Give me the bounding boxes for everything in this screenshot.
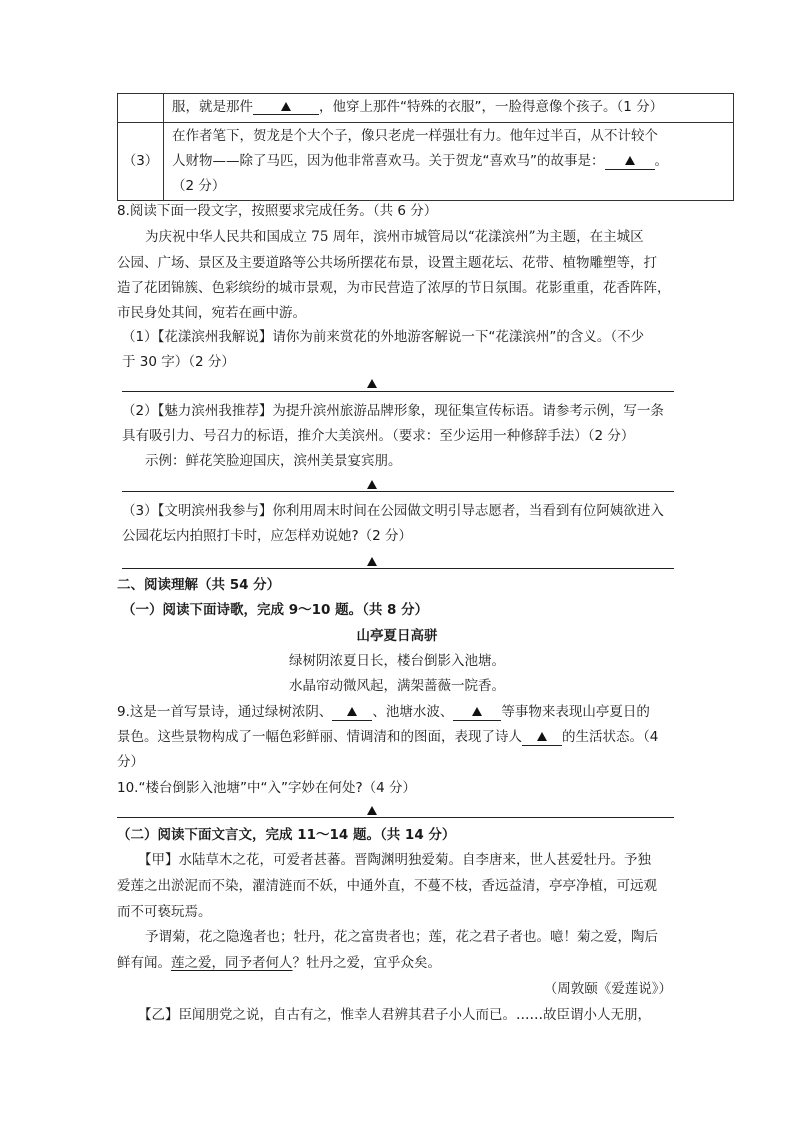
answer-line[interactable] — [122, 568, 674, 569]
q8-sub3-line1: （3）【文明滨州我参与】你利用周末时间在公园做文明引导志愿者，当看到有位阿姨欲进入 — [122, 503, 664, 519]
table-cell-empty — [118, 94, 164, 123]
yi-line: 【乙】臣闻朋党之说，自古有之，惟幸人君辨其君子小人而已。……故臣谓小人无朋， — [138, 1007, 651, 1023]
jia-line: 而不可亵玩焉。 — [117, 904, 212, 920]
answer-marker-icon — [347, 707, 357, 716]
q8-heading: 8.阅读下面一段文字，按照要求完成任务。（共 6 分） — [117, 203, 438, 219]
row2-num: （3） — [122, 152, 159, 169]
part2-heading: （二）阅读下面文言文，完成 11～14 题。（共 14 分） — [117, 827, 456, 843]
poem-line: 水晶帘动微风起，满架蔷薇一院香。 — [289, 678, 505, 694]
poem-line: 绿树阴浓夏日长，楼台倒影入池塘。 — [289, 653, 505, 669]
q8-passage-line: 造了花团锦簇、色彩缤纷的城市景观，为市民营造了浓厚的节日氛围。花影重重，花香阵阵， — [117, 280, 671, 296]
section-heading: 二、阅读理解（共 54 分） — [117, 577, 281, 593]
answer-line[interactable] — [122, 391, 674, 392]
answer-line[interactable] — [117, 817, 674, 818]
answer-blank[interactable] — [453, 706, 501, 721]
row1-text-a: 服，就是那件 — [172, 98, 253, 115]
part1-heading: （一）阅读下面诗歌，完成 9～10 题。（共 8 分） — [122, 602, 429, 618]
row1-text-b: ，他穿上那件“特殊的衣服”，一脸得意像个孩子。（1 分） — [319, 98, 664, 115]
q8-sub2-example: 示例：鲜花笑脸迎国庆，滨州美景宴宾朋。 — [145, 453, 402, 469]
answer-marker-icon — [472, 707, 482, 716]
table-cell-row2 — [164, 123, 734, 201]
q8-sub1-line2: 于 30 字）（2 分） — [122, 354, 235, 370]
answer-line[interactable] — [122, 491, 674, 492]
q8-passage-line: 公园、广场、景区及主要道路等公共场所摆花布景，设置主题花坛、花带、植物雕塑等，打 — [117, 255, 657, 271]
answer-blank[interactable] — [332, 706, 372, 721]
jia-line: 【甲】水陆草木之花，可爱者甚蕃。晋陶渊明独爱菊。自李唐来，世人甚爱牡丹。予独 — [138, 852, 651, 868]
q10: 10.“楼台倒影入池塘”中“入”字妙在何处?（4 分） — [117, 780, 416, 796]
underlined-sentence: 莲之爱，同予者何人 — [171, 955, 293, 971]
q8-sub2-line2: 具有吸引力、号召力的标语，推介大美滨州。（要求：至少运用一种修辞手法）（2 分） — [122, 428, 635, 444]
answer-marker-icon — [281, 102, 291, 111]
poem-title: 山亭夏日高骈 — [356, 628, 438, 644]
row2-line3: （2 分） — [172, 178, 226, 194]
q9-line2: 景色。这些景物构成了一幅色彩鲜丽、情调清和的图面，表现了诗人 的生活状态。（4 — [117, 729, 659, 745]
answer-blank[interactable] — [522, 731, 562, 746]
answer-blank[interactable] — [605, 155, 655, 170]
question-table — [117, 93, 734, 201]
q8-sub3-line2: 公园花坛内拍照打卡时，应怎样劝说她?（2 分） — [122, 528, 413, 544]
table-cell-num — [118, 123, 164, 201]
q9-line1: 9.这是一首写景诗，通过绿树浓阴、 、池塘水波、 等事物来表现山亭夏日的 — [117, 704, 650, 720]
answer-blank[interactable] — [253, 101, 319, 116]
row2-line2: 人财物——除了马匹，因为他非常喜欢马。关于贺龙“喜欢马”的故事是： 。 — [172, 153, 668, 169]
jia-line: 爱莲之出淤泥而不染，濯清涟而不妖，中通外直，不蔓不枝，香远益清，亭亭净植，可远观 — [117, 878, 657, 894]
q9-line3: 分） — [117, 754, 144, 770]
q8-sub1-line1: （1）【花漾滨州我解说】请你为前来赏花的外地游客解说一下“花漾滨州”的含义。（不少 — [122, 329, 645, 345]
answer-marker-icon — [537, 732, 547, 741]
row2-line1: 在作者笔下，贺龙是个大个子，像只老虎一样强壮有力。他年过半百，从不计较个 — [172, 128, 658, 144]
q8-sub2-line1: （2）【魅力滨州我推荐】为提升滨州旅游品牌形象，现征集宣传标语。请参考示例，写一条 — [122, 403, 664, 419]
answer-marker-icon — [625, 156, 635, 165]
jia-line: 鲜有闻。莲之爱，同予者何人？牡丹之爱，宜乎众矣。 — [117, 955, 441, 971]
q8-passage-line: 为庆祝中华人民共和国成立 75 周年，滨州市城管局以“花漾滨州”为主题，在主城区 — [145, 229, 644, 245]
answer-marker-icon — [367, 378, 377, 392]
jia-line: 予谓菊，花之隐逸者也；牡丹，花之富贵者也；莲，花之君子者也。噫！菊之爱，陶后 — [145, 929, 658, 945]
q8-passage-line: 市民身处其间，宛若在画中游。 — [117, 305, 306, 321]
jia-source: （周敦颐《爱莲说》） — [543, 981, 672, 997]
table-cell-row1 — [164, 94, 734, 123]
